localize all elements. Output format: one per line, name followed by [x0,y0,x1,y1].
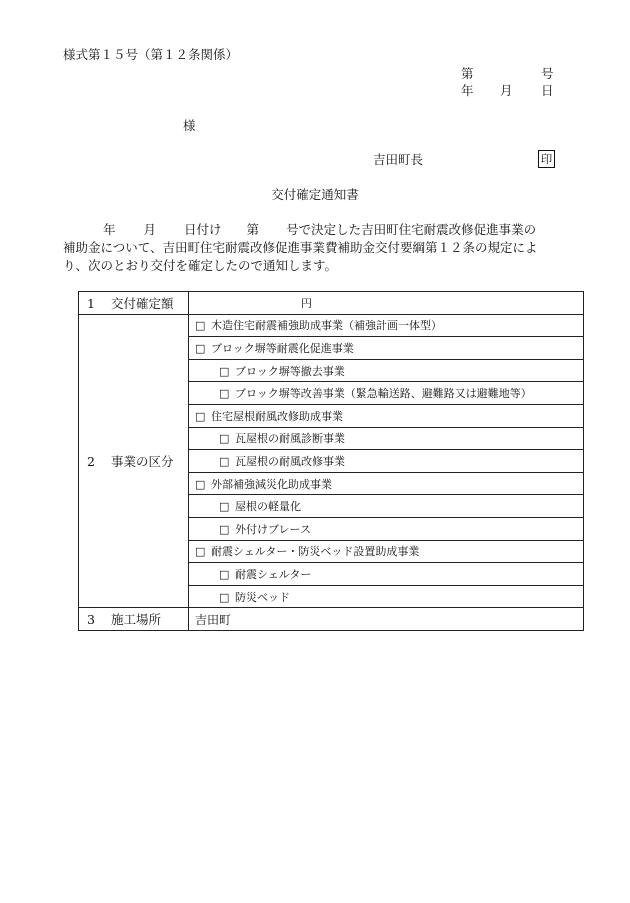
category-item-label: 屋根の軽量化 [235,500,301,514]
date-month-label: 月 [500,83,513,98]
document-number-prefix: 第 [461,66,474,81]
checkbox[interactable]: □ [219,432,230,446]
category-item[interactable] [189,337,584,360]
category-item-label: 外部補強減災化助成事業 [211,477,332,491]
checkbox[interactable]: □ [219,567,230,581]
checkbox[interactable]: □ [219,454,230,468]
table-row-amount [79,292,584,315]
row-number: 1 [87,295,95,311]
recipient-honorific: 様 [183,118,196,133]
category-subitem[interactable] [189,427,584,450]
category-item-label: 耐震シェルター [235,567,312,581]
category-subitem[interactable] [189,495,584,518]
checkbox[interactable]: □ [195,477,206,491]
table-row-category [79,314,584,337]
category-subitem[interactable] [189,382,584,405]
amount-unit: 円 [301,296,312,310]
body-month-label: 月 [143,222,157,237]
checkbox[interactable]: □ [219,590,230,604]
form-number: 様式第１５号（第１２条関係） [63,47,239,62]
category-item[interactable] [189,472,584,495]
category-subitem[interactable] [189,517,584,540]
category-subitem[interactable] [189,359,584,382]
category-item-label: 耐震シェルター・防災ベッド設置助成事業 [211,545,420,559]
category-item-label: 瓦屋根の耐風改修事業 [235,454,345,468]
category-subitem[interactable] [189,585,584,608]
category-item-label: ブロック塀等撤去事業 [235,364,345,378]
seal-stamp: 印 [538,150,555,168]
amount-value-cell [189,292,584,315]
document-title: 交付確定通知書 [271,187,359,202]
body-day-label: 日付け [184,222,222,237]
category-item-label: 瓦屋根の耐風診断事業 [235,432,345,446]
location-label: 施工場所 [111,612,162,628]
category-item-label: 防災ベッド [235,590,290,604]
checkbox[interactable]: □ [195,545,206,559]
category-item[interactable] [189,540,584,563]
location-label-cell [79,608,189,631]
date-year-label: 年 [461,83,474,98]
row-number: 3 [87,612,95,628]
body-line-1 [63,221,568,239]
checkbox[interactable]: □ [195,319,206,333]
body-line-2: 補助金について、吉田町住宅耐震改修促進事業費補助金交付要綱第１２条の規定によ [63,240,538,255]
body-number-prefix: 第 [246,222,260,237]
category-item-label: 木造住宅耐震補強助成事業（補強計画一体型） [211,319,442,333]
body-year-label: 年 [103,222,116,237]
category-item[interactable] [189,404,584,427]
category-item-label: ブロック塀等耐震化促進事業 [211,341,354,355]
amount-label: 交付確定額 [111,295,174,311]
checkbox[interactable]: □ [219,500,230,514]
date-day-label: 日 [541,83,554,98]
category-item-label: 外付けブレース [235,522,312,536]
category-label: 事業の区分 [111,453,174,469]
amount-label-cell [79,292,189,315]
checkbox[interactable]: □ [219,522,230,536]
checkbox[interactable]: □ [219,387,230,401]
body-line-1-rest: 号で決定した吉田町住宅耐震改修促進事業の [286,222,537,237]
document-number-suffix: 号 [541,66,554,81]
checkbox[interactable]: □ [195,341,206,355]
checkbox[interactable]: □ [195,409,206,423]
category-item-label: ブロック塀等改善事業（緊急輸送路、避難路又は避難地等） [235,387,532,401]
issuer-name: 吉田町長 [373,152,424,167]
body-text [63,221,568,275]
category-subitem[interactable] [189,563,584,586]
checkbox[interactable]: □ [219,364,230,378]
details-table [78,291,584,631]
table-row-location [79,608,584,631]
location-value: 吉田町 [189,608,584,631]
category-label-cell [79,314,189,608]
body-line-3: り、次のとおり交付を確定したので通知します。 [63,258,338,273]
category-item[interactable] [189,314,584,337]
category-item-label: 住宅屋根耐風改修助成事業 [211,409,343,423]
category-subitem[interactable] [189,450,584,473]
row-number: 2 [87,453,95,469]
